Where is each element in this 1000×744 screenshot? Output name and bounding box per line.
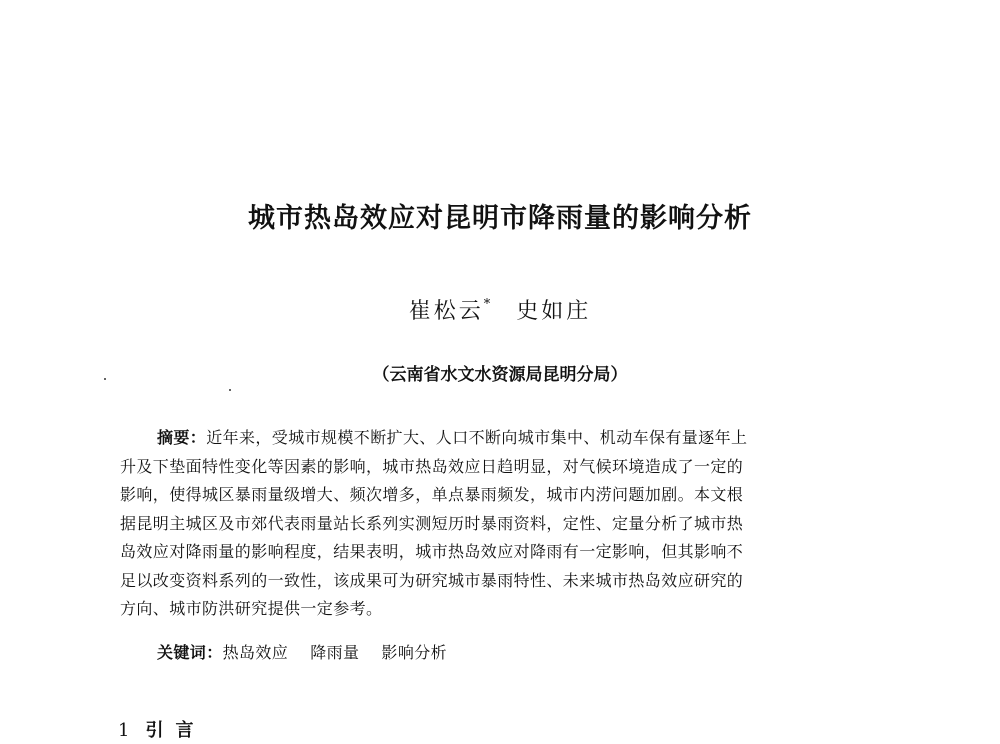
scan-speck-right (229, 389, 231, 391)
paper-title: 城市热岛效应对昆明市降雨量的影响分析 (248, 203, 752, 234)
keywords-label: 关键词： (157, 643, 223, 662)
abstract-line-2: 升及下垫面特性变化等因素的影响，城市热岛效应日趋明显，对气候环境造成了一定的 (120, 456, 744, 476)
abstract-line-4: 据昆明主城区及市郊代表雨量站长系列实测短历时暴雨资料，定性、定量分析了城市热 (120, 513, 744, 533)
author-1-name: 崔松云 (408, 299, 484, 324)
keyword-3: 影响分析 (381, 643, 448, 662)
abstract-text-1: 近年来，受城市规模不断扩大、人口不断向城市集中、机动车保有量逐年上 (206, 428, 748, 447)
abstract-line-5: 岛效应对降雨量的影响程度，结果表明，城市热岛效应对降雨有一定影响，但其影响不 (120, 542, 744, 561)
abstract-line-6: 足以改变资料系列的一致性，该成果可为研究城市暴雨特性、未来城市热岛效应研究的 (120, 570, 744, 590)
keywords (157, 640, 447, 663)
keyword-1: 热岛效应 (222, 643, 289, 662)
corresponding-author-mark: * (483, 297, 491, 312)
abstract-line-3: 影响，使得城区暴雨量级增大、频次增多，单点暴雨频发，城市内涝问题加剧。本文根 (120, 485, 744, 504)
section-heading (118, 716, 205, 742)
abstract-line-7: 方向、城市防洪研究提供一定参考。 (120, 599, 383, 618)
abstract (120, 424, 885, 624)
author-line (0, 294, 1000, 325)
author-1 (409, 299, 491, 324)
author-2: 史如庄 (516, 299, 592, 324)
section-number: 1 (118, 720, 130, 741)
author-affiliation: （云南省水文水资源局昆明分局） (372, 365, 628, 385)
abstract-label: 摘要： (157, 428, 207, 447)
keyword-2: 降雨量 (310, 643, 360, 662)
section-title: 引言 (145, 720, 206, 741)
scan-speck-left (104, 378, 106, 380)
abstract-line-1 (120, 424, 885, 453)
